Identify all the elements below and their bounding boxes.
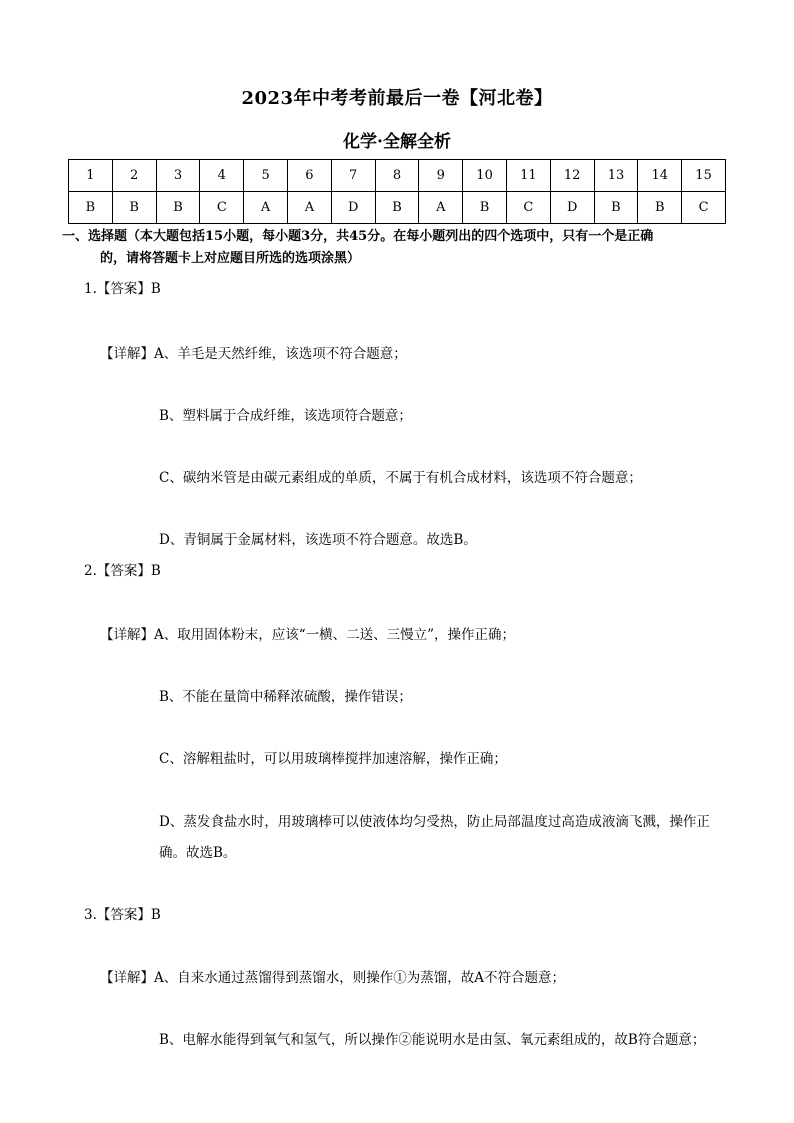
question-number-cell: 10 [463,160,507,192]
question-number-cell: 6 [287,160,331,192]
option-line: C、溶解粗盐时，可以用玻璃棒搅拌加速溶解，操作正确； [159,751,507,767]
option-line: C、碳纳米管是由碳元素组成的单质，不属于有机合成材料，该选项不符合题意； [159,470,642,486]
question-number-cell: 15 [682,160,726,192]
detail-line: 【详解】A、羊毛是天然纤维，该选项不符合题意； [100,346,407,362]
answer-cell: A [244,192,288,224]
question-number-cell: 14 [638,160,682,192]
answer-heading: 1.【答案】B [84,281,161,297]
option-line: B、不能在量筒中稀释浓硫酸，操作错误； [159,689,412,705]
answer-heading: 3.【答案】B [84,907,161,923]
answer-cell: D [550,192,594,224]
section-heading: 一、选择题（本大题包括15小题，每小题3分，共45分。在每小题列出的四个选项中，只有一个是正确 [62,229,654,244]
answer-cell: B [69,192,113,224]
answer-cell: A [419,192,463,224]
option-line-continued: 确。故选B。 [159,845,237,861]
answer-cell: B [594,192,638,224]
question-number-cell: 4 [200,160,244,192]
option-line: B、电解水能得到氧气和氢气，所以操作②能说明水是由氢、氧元素组成的，故B符合题意； [159,1032,706,1048]
answer-heading: 2.【答案】B [84,563,161,579]
detail-line: 【详解】A、取用固体粉末，应该“一横、二送、三慢立”，操作正确； [100,627,516,643]
answer-table [68,159,726,224]
question-number-cell: 13 [594,160,638,192]
answer-cell: C [200,192,244,224]
page-subtitle: 化学·全解全析 [343,132,451,152]
question-number-cell: 7 [331,160,375,192]
answer-table-number-row [69,160,726,192]
answer-cell: B [638,192,682,224]
question-number-cell: 9 [419,160,463,192]
question-number-cell: 12 [550,160,594,192]
answer-cell: B [156,192,200,224]
question-number-cell: 2 [112,160,156,192]
option-line: B、塑料属于合成纤维，该选项符合题意； [159,408,412,424]
answer-cell: C [682,192,726,224]
answer-cell: A [287,192,331,224]
detail-line: 【详解】A、自来水通过蒸馏得到蒸馏水，则操作①为蒸馏，故A不符合题意； [100,970,565,986]
question-number-cell: 3 [156,160,200,192]
question-number-cell: 5 [244,160,288,192]
answer-cell: D [331,192,375,224]
page-title: 2023年中考考前最后一卷【河北卷】 [241,88,553,109]
answer-cell: B [112,192,156,224]
question-number-cell: 1 [69,160,113,192]
question-number-cell: 8 [375,160,419,192]
answer-cell: B [375,192,419,224]
option-line: D、青铜属于金属材料，该选项不符合题意。故选B。 [159,532,477,548]
answer-table-answer-row [69,192,726,224]
answer-cell: B [463,192,507,224]
option-line: D、蒸发食盐水时，用玻璃棒可以使液体均匀受热，防止局部温度过高造成液滴飞溅，操作正 [159,814,710,830]
answer-cell: C [506,192,550,224]
question-number-cell: 11 [506,160,550,192]
section-heading-continued: 的，请将答题卡上对应题目所选的选项涂黑） [100,251,361,266]
